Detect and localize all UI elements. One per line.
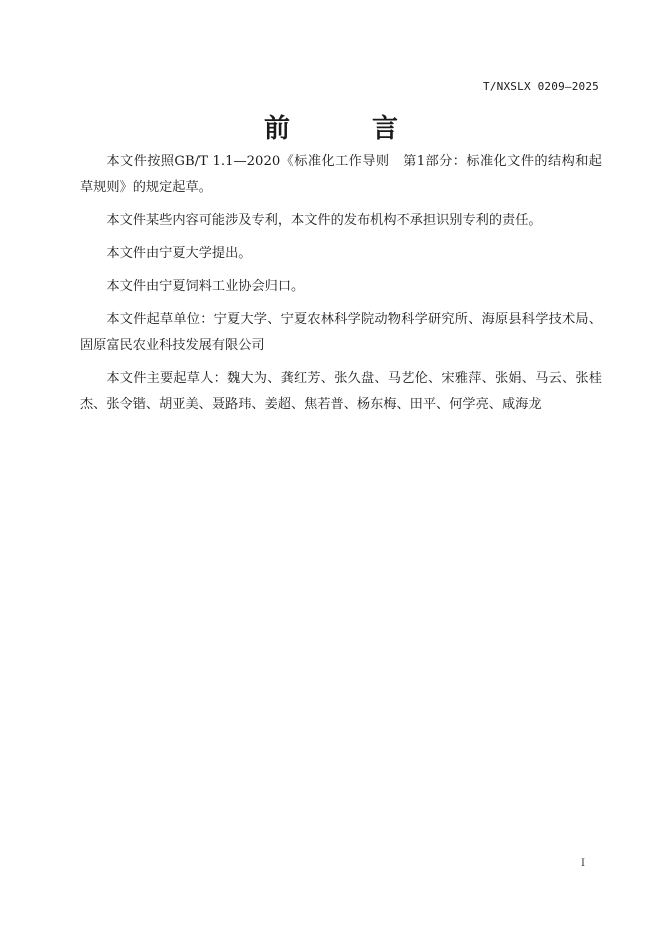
paragraph-drafting-rules: 本文件按照GB/T 1.1—2020《标准化工作导则 第1部分：标准化文件的结构和起草规则》的规定起草。 bbox=[80, 154, 602, 195]
page-title: 前 言 bbox=[263, 114, 426, 144]
paragraph-drafting-units: 本文件起草单位：宁夏大学、宁夏农林科学院动物科学研究所、海原县科学技术局、固原富民农业科技发展有限公司 bbox=[80, 312, 602, 353]
paragraph-patent-notice: 本文件某些内容可能涉及专利，本文件的发布机构不承担识别专利的责任。 bbox=[106, 213, 542, 228]
paragraph-centralized-unit: 本文件由宁夏饲料工业协会归口。 bbox=[106, 279, 305, 294]
body-text bbox=[80, 149, 602, 425]
page-number: I bbox=[581, 858, 585, 869]
document-code: T/NXSLX 0209—2025 bbox=[483, 80, 599, 93]
paragraph-drafters: 本文件主要起草人：魏大为、龚红芳、张久盘、马艺伦、宋雅萍、张娟、马云、张桂杰、张令锴、胡亚美、聂路玮、姜超、焦若普、杨东梅、田平、何学亮、咸海龙 bbox=[80, 371, 602, 412]
paragraph-proposer: 本文件由宁夏大学提出。 bbox=[106, 246, 252, 261]
